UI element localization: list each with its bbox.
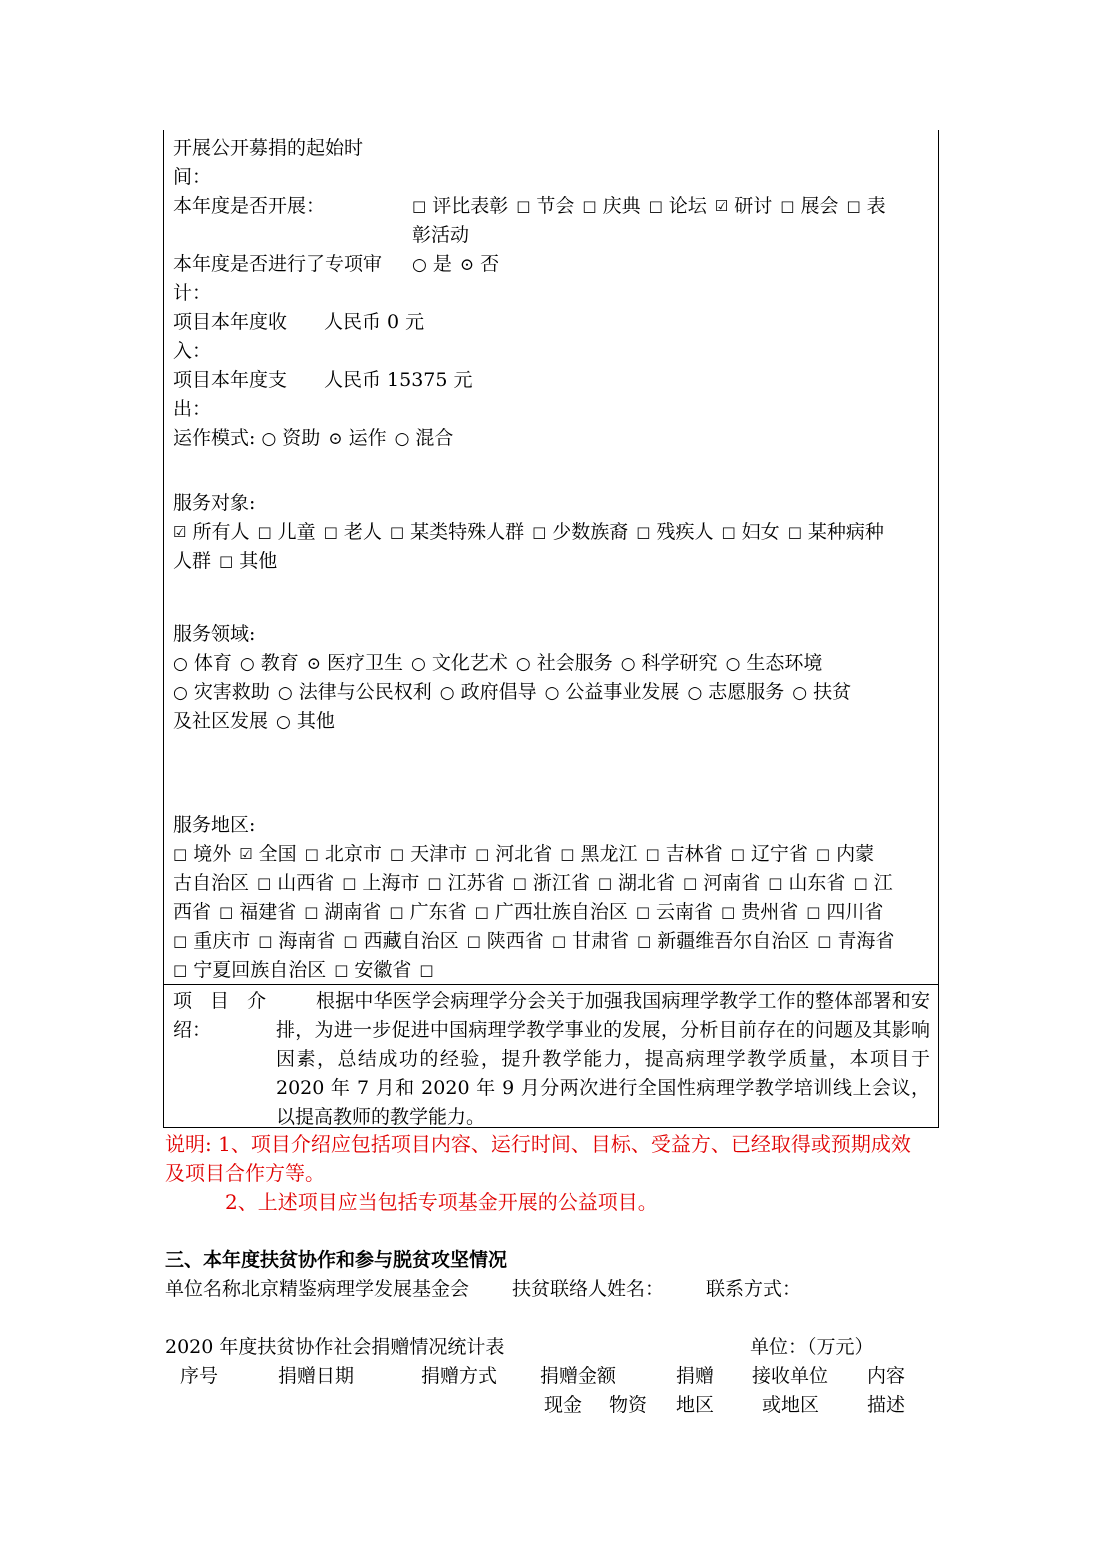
radio-icon: ○ [620,654,636,674]
option-江苏省[interactable] [427,872,504,894]
option-资助[interactable] [261,427,320,449]
checkbox-icon: □ [846,197,861,215]
option-评比表彰[interactable] [412,195,508,217]
option-label: 研讨 [734,195,773,217]
radio-icon: ○ [277,683,293,703]
checkbox-icon: □ [768,874,783,892]
service-fields-options [173,649,830,679]
checkbox-icon: □ [787,523,802,541]
option-label: 评比表彰 [432,195,509,217]
checkbox-icon: □ [560,845,575,863]
option-湖南省[interactable] [304,901,381,923]
radio-icon: ○ [394,429,410,449]
option-西藏自治区[interactable] [343,930,458,952]
option-label: 云南省 [656,901,714,923]
radio-icon: ○ [792,683,808,703]
checkbox-icon: □ [683,874,698,892]
checkbox-icon: □ [582,197,597,215]
option-label: 山西省 [277,872,335,894]
option-庆典[interactable] [582,195,640,217]
option-label: 江苏省 [447,872,505,894]
option-某类特殊人群[interactable] [390,521,524,543]
option-河南省[interactable] [683,872,760,894]
checkbox-icon: □ [389,523,405,541]
option-其他[interactable] [276,710,335,732]
checkbox-icon: □ [551,932,566,950]
checkbox-icon: □ [532,523,547,541]
option-安徽省[interactable] [334,959,411,981]
option-其他[interactable] [219,550,277,572]
option-古自治区[interactable] [173,872,249,894]
note-line-3: 2、上述项目应当包括专项基金开展的公益项目。 [225,1190,658,1214]
option-全国[interactable] [239,843,296,865]
mode-options [261,427,461,449]
intro-label-cont: 绍： [173,1019,212,1041]
service-regions-label: 服务地区: [173,814,256,836]
org-name: 单位名称北京精鉴病理学发展基金会 [165,1278,470,1300]
option-label: 人群 [173,550,212,572]
option-label: 灾害救助 [193,681,270,703]
option-label: 广西壮族自治区 [494,901,628,923]
checkbox-icon: □ [721,903,736,921]
option-label: 妇女 [741,521,780,543]
service-fields-label: 服务领域: [173,623,256,645]
option-label: 黑龙江 [580,843,638,865]
checkbox-icon: □ [219,903,234,921]
radio-selected-icon: ⊙ [459,255,475,275]
audit-label: 本年度是否进行了专项审 [173,253,383,275]
option-法律与公民权利[interactable] [278,681,432,703]
service-fields-options-cont [173,678,859,708]
option-北京市[interactable] [305,843,382,865]
radio-icon: ○ [439,683,455,703]
option-福建省[interactable] [219,901,296,923]
option-妇女[interactable] [721,521,779,543]
events-label: 本年度是否开展： [173,195,326,217]
option-label: 运作 [348,427,387,449]
option-内蒙[interactable] [816,843,874,865]
radio-icon: ○ [412,255,427,275]
checkbox-icon: □ [334,961,349,979]
checkbox-icon: □ [173,932,188,950]
donation-unit: 单位：（万元） [750,1336,874,1358]
radio-icon: ○ [173,683,188,703]
option-label: 生态环境 [746,652,823,674]
header-amount: 捐赠金额 [540,1365,617,1387]
checkbox-icon: □ [645,845,660,863]
checkbox-icon: □ [817,932,832,950]
radio-icon: ○ [173,654,188,674]
option-label: 少数族裔 [552,521,629,543]
option-label: 湖北省 [618,872,676,894]
checkbox-icon: □ [475,845,490,863]
radio-icon: ○ [261,429,277,449]
radio-icon: ○ [239,654,255,674]
option-label: 广东省 [409,901,467,923]
option-上海市[interactable] [342,872,419,894]
option-label: 体育 [193,652,232,674]
option-label: 展会 [800,195,839,217]
radio-icon: ○ [725,654,741,674]
option-西省[interactable] [173,901,211,923]
checkbox-icon: □ [389,845,405,863]
header-method: 捐赠方式 [421,1365,498,1387]
option-论坛[interactable] [649,195,707,217]
option-境外[interactable] [173,843,231,865]
radio-selected-icon: ⊙ [306,654,321,674]
checkbox-icon: □ [342,874,357,892]
option-表彰活动[interactable] [846,195,885,217]
checkbox-icon: □ [806,903,821,921]
option-四川省[interactable] [806,901,883,923]
option-label: 社会服务 [536,652,613,674]
option-label: 文化艺术 [431,652,508,674]
option-新疆维吾尔自治区[interactable] [637,930,809,952]
section3-heading: 三、本年度扶贫协作和参与脱贫攻坚情况 [165,1249,508,1271]
header-cash: 现金 [544,1394,583,1416]
option-及社区发展[interactable] [173,710,268,732]
option-label: 资助 [282,427,321,449]
option-label: 湖南省 [324,901,382,923]
option-label: 节会 [536,195,575,217]
option-人群[interactable] [173,550,211,572]
option-label: 是 [432,253,452,275]
checkbox-checked-icon: ☑ [173,523,187,541]
option-label: 志愿服务 [708,681,785,703]
option-blank[interactable] [419,959,439,981]
option-label: 河北省 [495,843,553,865]
radio-selected-icon: ⊙ [328,429,343,449]
option-生态环境[interactable] [726,652,823,674]
option-研讨[interactable] [715,195,772,217]
header-region-cont: 地区 [676,1394,715,1416]
option-浙江省[interactable] [513,872,590,894]
option-天津市[interactable] [390,843,467,865]
checkbox-icon: □ [516,197,531,215]
service-targets-label: 服务对象: [173,492,256,514]
checkbox-icon: □ [636,523,651,541]
option-label: 青海省 [837,930,895,952]
option-label: 科学研究 [641,652,718,674]
start-time-label-cont: 间： [173,166,212,188]
option-体育[interactable] [173,652,232,674]
header-receiver: 接收单位 [752,1365,829,1387]
audit-options [412,250,507,280]
option-label: 其他 [239,550,278,572]
start-time-label: 开展公开募捐的起始时 [173,137,364,159]
option-灾害救助[interactable] [173,681,270,703]
option-label: 福建省 [239,901,297,923]
option-label: 教育 [260,652,299,674]
service-regions-options-cont4 [173,956,448,986]
option-label: 境外 [193,843,232,865]
header-receiver-cont: 或地区 [762,1394,820,1416]
note-line-2: 及项目合作方等。 [165,1161,325,1185]
option-少数族裔[interactable] [532,521,628,543]
service-targets-options-cont [173,547,285,577]
option-label: 否 [480,253,500,275]
option-医疗卫生[interactable] [307,652,403,674]
option-政府倡导[interactable] [440,681,537,703]
header-goods: 物资 [609,1394,648,1416]
events-options-cont [412,221,469,250]
option-湖北省[interactable] [598,872,675,894]
poverty-contact-name: 扶贫联络人姓名： [512,1278,665,1300]
option-社会服务[interactable] [516,652,613,674]
option-label: 残疾人 [656,521,714,543]
option-label: 其他 [296,710,335,732]
option-label: 天津市 [410,843,468,865]
option-否[interactable] [460,253,499,275]
option-label: 内蒙 [836,843,875,865]
option-label: 古自治区 [173,872,250,894]
checkbox-icon: □ [512,874,527,892]
header-content: 内容 [867,1365,906,1387]
checkbox-icon: □ [412,197,427,215]
option-节会[interactable] [516,195,574,217]
checkbox-icon: □ [343,932,358,950]
option-儿童[interactable] [257,521,315,543]
option-label: 吉林省 [665,843,723,865]
option-陕西省[interactable] [467,930,544,952]
option-label: 所有人 [192,521,250,543]
option-label: 陕西省 [486,930,544,952]
intro-text: 根据中华医学会病理学分会关于加强我国病理学教学工作的整体部署和安排，为进一步促进中国病理学教学事业的发展，分析目前存在的问题及其影响因素，总结成功的经验，提升教学能力，提高病理学教学质量，本项目于 2020 年 7 月和 2020 年 9 月分两次进行全国性病理学教学培训线上会议，以提高教师的教学能力。 [276,990,930,1128]
checkbox-checked-icon: ☑ [239,845,253,863]
option-重庆市[interactable] [173,930,250,952]
checkbox-icon: □ [730,845,745,863]
option-宁夏回族自治区[interactable] [173,959,326,981]
option-广东省[interactable] [389,901,466,923]
option-文化艺术[interactable] [411,652,508,674]
option-label: 重庆市 [193,930,251,952]
checkbox-icon: □ [635,903,651,921]
option-公益事业发展[interactable] [545,681,680,703]
option-河北省[interactable] [475,843,552,865]
option-label: 贵州省 [741,901,799,923]
service-regions-options-cont3 [173,927,902,957]
option-云南省[interactable] [636,901,713,923]
checkbox-icon: □ [257,523,272,541]
service-targets-options [173,518,892,548]
expense-label: 项目本年度支 [173,369,288,391]
option-辽宁省[interactable] [731,843,808,865]
checkbox-icon: □ [173,845,188,863]
option-label: 宁夏回族自治区 [193,959,327,981]
donation-table-title: 2020 年度扶贫协作社会捐赠情况统计表 [165,1336,505,1358]
option-label: 上海市 [362,872,420,894]
checkbox-icon: □ [597,874,613,892]
option-黑龙江[interactable] [560,843,637,865]
option-山东省[interactable] [768,872,845,894]
option-青海省[interactable] [817,930,894,952]
checkbox-icon: □ [721,523,736,541]
header-no: 序号 [180,1365,219,1387]
service-regions-options-cont2 [173,898,891,928]
header-content-cont: 描述 [867,1394,906,1416]
option-志愿服务[interactable] [687,681,784,703]
option-label: 政府倡导 [460,681,537,703]
service-fields-options-cont2 [173,707,343,737]
option-海南省[interactable] [258,930,335,952]
checkbox-icon: □ [853,874,868,892]
mode-label: 运作模式: [173,427,256,449]
radio-icon: ○ [544,683,560,703]
expense-label-cont: 出： [173,398,212,420]
checkbox-icon: □ [815,845,831,863]
option-label: 及社区发展 [173,710,269,732]
checkbox-icon: □ [304,845,319,863]
option-label: 表 [866,195,886,217]
header-region: 捐赠 [676,1365,715,1387]
option-某种病种[interactable] [788,521,884,543]
checkbox-icon: □ [257,874,272,892]
option-label: 北京市 [324,843,382,865]
option-label: 辽宁省 [750,843,808,865]
checkbox-icon: □ [419,961,434,979]
header-date: 捐赠日期 [278,1365,355,1387]
option-label: 西省 [173,901,212,923]
option-展会[interactable] [780,195,838,217]
option-所有人[interactable] [173,521,249,543]
option-广西壮族自治区[interactable] [475,901,628,923]
option-label: 某类特殊人群 [410,521,525,543]
option-老人[interactable] [324,521,382,543]
option-扶贫[interactable] [792,681,851,703]
option-是[interactable] [412,253,452,275]
checkbox-icon: □ [637,932,652,950]
option-label: 某种病种 [807,521,884,543]
service-regions-options-cont [173,869,901,899]
note-line-1: 说明: 1、项目介绍应包括项目内容、运行时间、目标、受益方、已经取得或预期成效 [165,1132,911,1156]
option-label: 山东省 [788,872,846,894]
checkbox-checked-icon: ☑ [714,197,729,215]
poverty-contact-method: 联系方式： [706,1278,802,1300]
service-regions-options [173,840,882,870]
option-混合[interactable] [395,427,454,449]
option-label: 海南省 [278,930,336,952]
radio-icon: ○ [276,712,291,732]
option-贵州省[interactable] [721,901,798,923]
audit-label-cont: 计： [173,282,212,304]
option-山西省[interactable] [257,872,334,894]
checkbox-icon: □ [648,197,663,215]
option-label: 甘肃省 [572,930,630,952]
option-label: 浙江省 [532,872,590,894]
checkbox-icon: □ [219,552,234,570]
events-options [412,192,894,222]
option-label: 混合 [415,427,454,449]
option-label: 全国 [258,843,297,865]
income-label: 项目本年度收 [173,311,288,333]
option-吉林省[interactable] [645,843,722,865]
checkbox-icon: □ [258,932,273,950]
option-甘肃省[interactable] [552,930,629,952]
income-value: 人民币 0 元 [324,311,425,333]
checkbox-icon: □ [466,932,481,950]
option-label: 新疆维吾尔自治区 [657,930,810,952]
checkbox-icon: □ [427,874,442,892]
option-label-cont: 彰活动 [412,224,470,246]
option-label: 公益事业发展 [565,681,680,703]
checkbox-icon: □ [389,903,404,921]
option-label: 庆典 [602,195,641,217]
option-label: 老人 [343,521,382,543]
checkbox-icon: □ [323,523,338,541]
option-江[interactable] [853,872,892,894]
option-label: 江 [873,872,893,894]
checkbox-icon: □ [474,903,489,921]
radio-icon: ○ [515,654,531,674]
expense-value: 人民币 15375 元 [324,369,473,391]
option-科学研究[interactable] [621,652,718,674]
option-label: 西藏自治区 [363,930,459,952]
option-残疾人[interactable] [636,521,713,543]
option-运作[interactable] [328,427,386,449]
income-label-cont: 入： [173,340,212,362]
operation-mode [173,424,461,454]
radio-icon: ○ [687,683,703,703]
option-label: 安徽省 [354,959,412,981]
option-label: 医疗卫生 [326,652,403,674]
option-label: 四川省 [826,901,884,923]
option-label: 儿童 [277,521,316,543]
intro-label: 项 目 介 [173,990,273,1012]
option-label: 论坛 [668,195,707,217]
checkbox-icon: □ [304,903,319,921]
option-label: 河南省 [703,872,761,894]
option-label: 扶贫 [813,681,852,703]
radio-icon: ○ [410,654,426,674]
option-label: 法律与公民权利 [298,681,432,703]
checkbox-icon: □ [173,961,188,979]
option-教育[interactable] [240,652,299,674]
checkbox-icon: □ [780,197,795,215]
